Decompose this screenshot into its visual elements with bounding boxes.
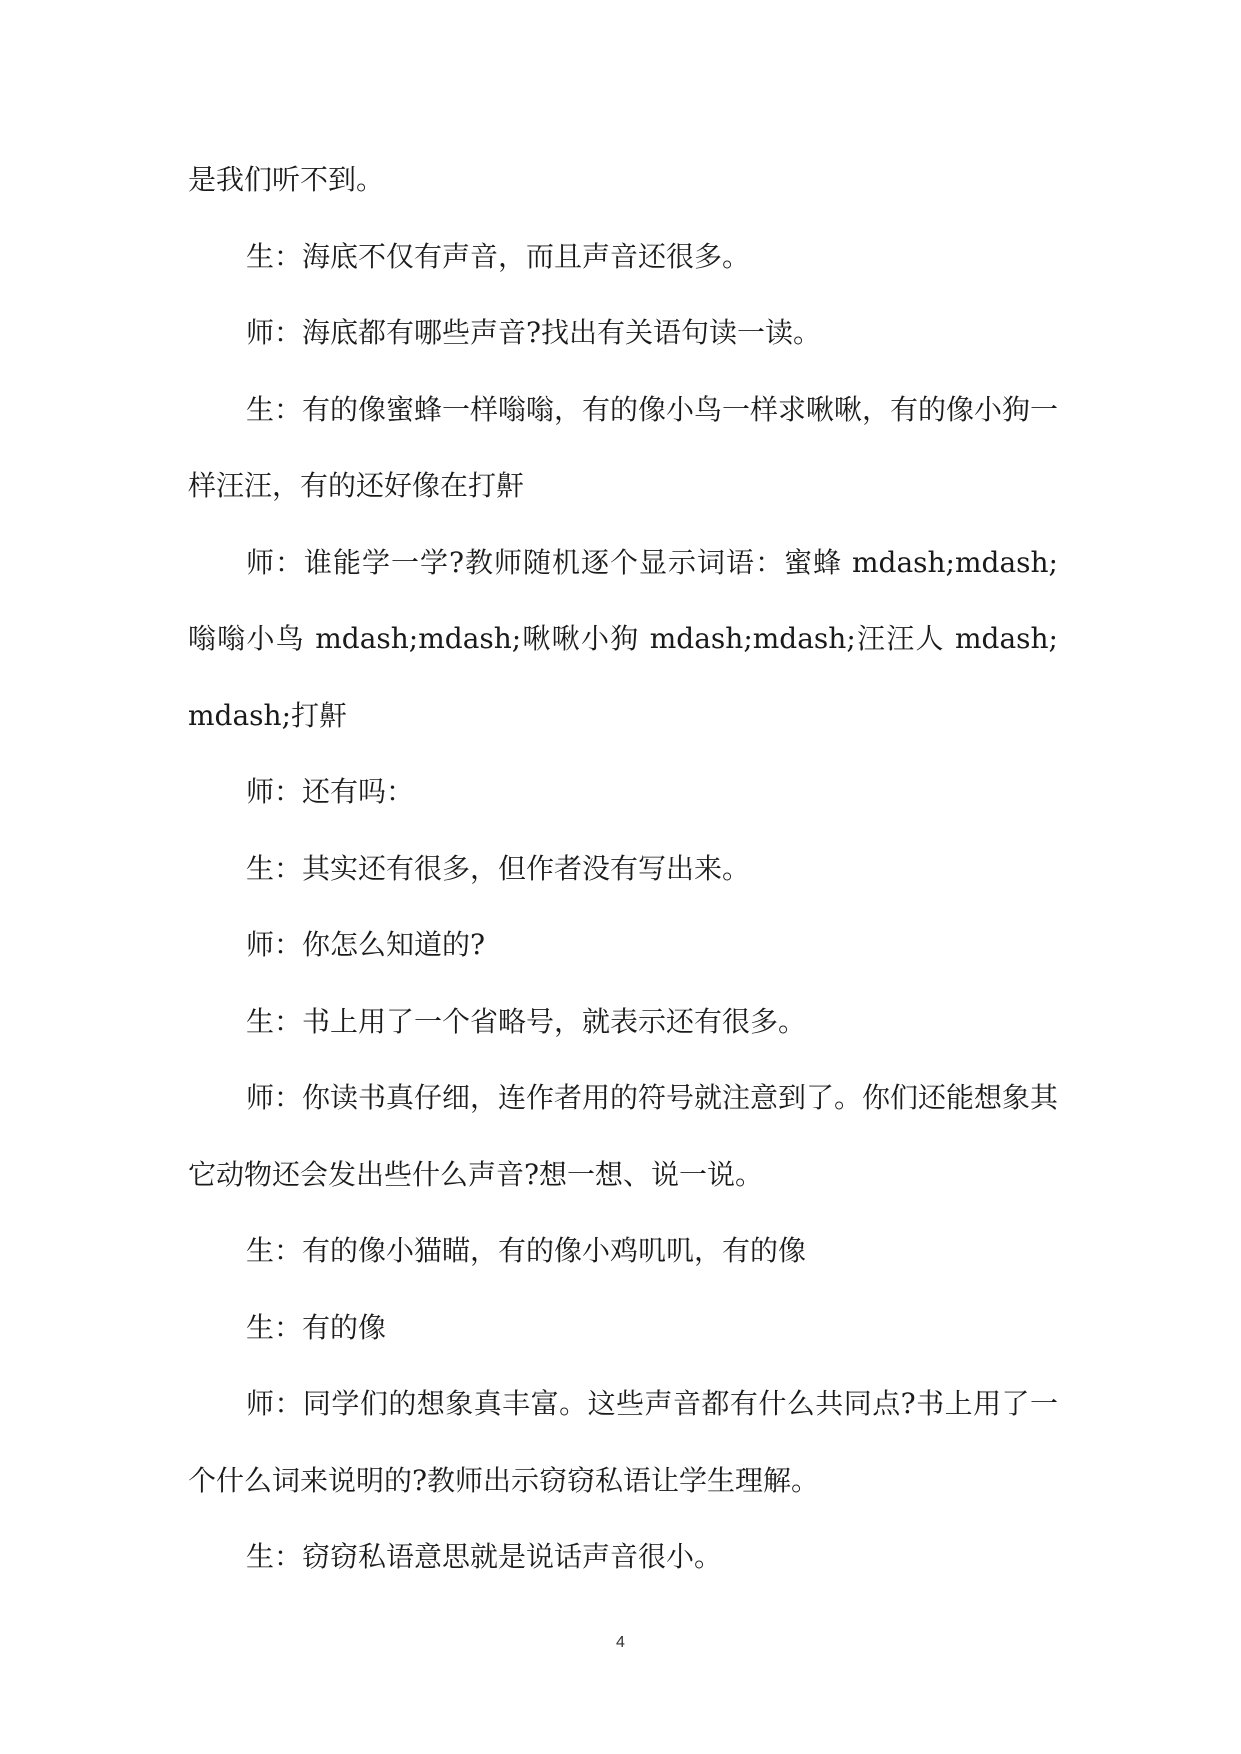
- paragraph-13: 师：同学们的想象真丰富。这些声音都有什么共同点?书上用了一个什么词来说明的?教师出示窃窃私语让学生理解。: [188, 1387, 1058, 1497]
- paragraph-8: 师：你怎么知道的?: [246, 928, 486, 961]
- paragraph-7: 生：其实还有很多，但作者没有写出来。: [246, 851, 751, 885]
- paragraph-6: 师：还有吗：: [246, 775, 415, 808]
- paragraph-2: 生：海底不仅有声音，而且声音还很多。: [246, 239, 751, 273]
- body-text: [188, 142, 1058, 1596]
- paragraph-5: 师：谁能学一学?教师随机逐个显示词语：蜜蜂 mdash;mdash;嗡嗡小鸟 mdash;mdash;啾啾小狗 mdash;mdash;汪汪人 mdash;mdash;打鼾: [188, 545, 1058, 732]
- paragraph-11: 生：有的像小猫瞄，有的像小鸡叽叽，有的像: [246, 1234, 807, 1267]
- paragraph-10: 师：你读书真仔细，连作者用的符号就注意到了。你们还能想象其它动物还会发出些什么声音?想一想、说一说。: [188, 1081, 1059, 1191]
- paragraph-3: 师：海底都有哪些声音?找出有关语句读一读。: [246, 316, 822, 349]
- paragraph-1: 是我们听不到。: [188, 163, 385, 196]
- paragraph-9: 生：书上用了一个省略号，就表示还有很多。: [246, 1004, 807, 1038]
- paragraph-4: 生：有的像蜜蜂一样嗡嗡，有的像小鸟一样求啾啾，有的像小狗一样汪汪，有的还好像在打鼾: [188, 392, 1059, 502]
- page-number: 4: [616, 1634, 625, 1651]
- paragraph-14: 生：窃窃私语意思就是说话声音很小。: [246, 1540, 723, 1573]
- paragraph-12: 生：有的像: [246, 1310, 387, 1344]
